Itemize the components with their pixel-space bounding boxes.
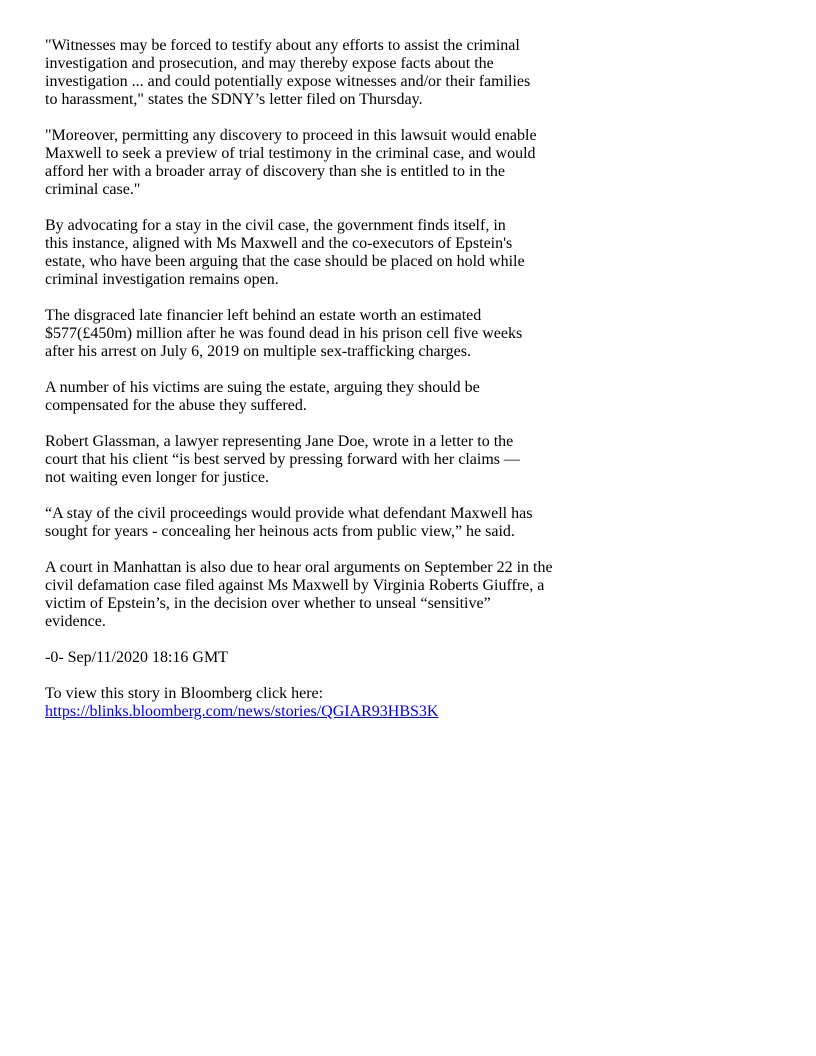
article-paragraph: Robert Glassman, a lawyer representing Jane Doe, wrote in a letter to the court that his client “is best served by pressing forward with her claims — not waiting even longer for justice.	[45, 433, 520, 486]
story-timestamp: -0- Sep/11/2020 18:16 GMT	[45, 649, 228, 666]
article-body	[45, 37, 565, 721]
view-story-label: To view this story in Bloomberg click here:	[45, 685, 324, 702]
article-paragraph: The disgraced late financier left behind an estate worth an estimated $577(£450m) million after he was found dead in his prison cell five weeks after his arrest on July 6, 2019 on multiple sex-trafficking charges.	[45, 307, 523, 360]
article-paragraph: "Moreover, permitting any discovery to proceed in this lawsuit would enable Maxwell to seek a preview of trial testimony in the criminal case, and would afford her with a broader array of discovery than she is entitled to in the criminal case."	[45, 127, 537, 198]
article-paragraph: “A stay of the civil proceedings would provide what defendant Maxwell has sought for years - concealing her heinous acts from public view,” he said.	[45, 505, 533, 540]
bloomberg-story-link[interactable]: https://blinks.bloomberg.com/news/stories/QGIAR93HBS3K	[45, 703, 439, 720]
view-story-block	[45, 685, 565, 721]
article-paragraph: A number of his victims are suing the estate, arguing they should be compensated for the abuse they suffered.	[45, 379, 480, 414]
article-paragraph: A court in Manhattan is also due to hear oral arguments on September 22 in the civil defamation case filed against Ms Maxwell by Virginia Roberts Giuffre, a victim of Epstein’s, in the decision over whether to unseal “sensitive” evidence.	[45, 559, 553, 630]
article-paragraph: By advocating for a stay in the civil case, the government finds itself, in this instance, aligned with Ms Maxwell and the co-executors of Epstein's estate, who have been arguing that the case should be placed on hold while criminal investigation remains open.	[45, 217, 525, 288]
article-paragraph: "Witnesses may be forced to testify about any efforts to assist the criminal investigation and prosecution, and may thereby expose facts about the investigation ... and could potentially expose witnesses and/or their families to harassment," states the SDNY’s letter filed on Thursday.	[45, 37, 531, 108]
